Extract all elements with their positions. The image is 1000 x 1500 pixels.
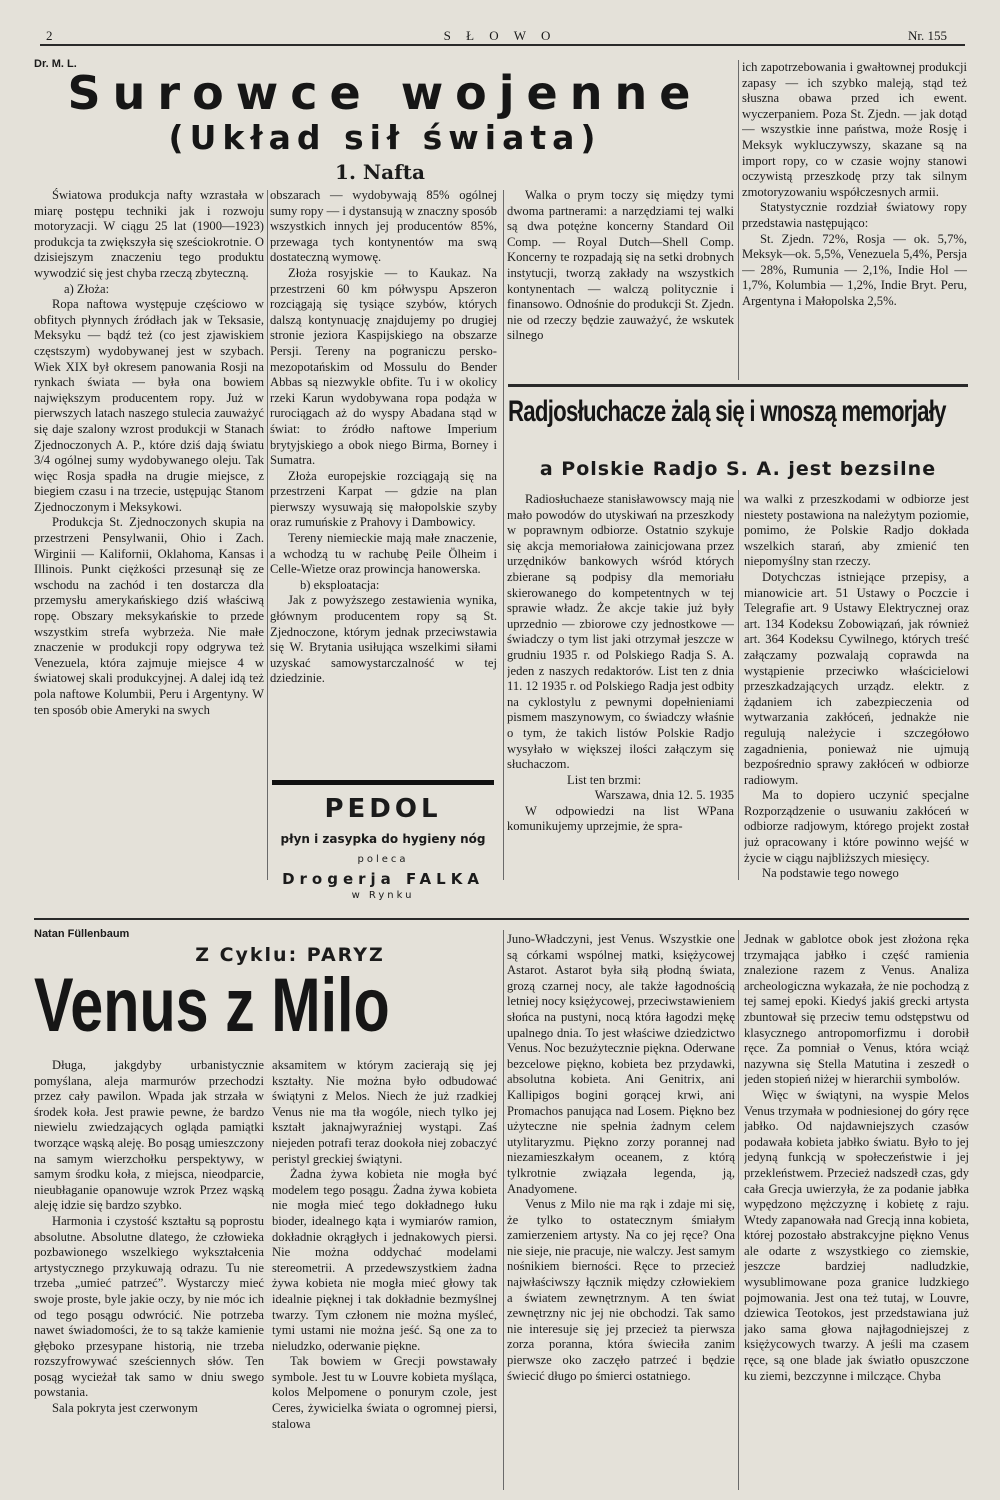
ad-top-rule — [272, 780, 494, 785]
article2-title: Radjosłuchacze żalą się i wnoszą memorjały — [508, 395, 946, 428]
ad-line-4: w Rynku — [351, 890, 415, 901]
paragraph: Jednak w gablotce obok jest złożona ręka trzymająca jabłko i część ramienia znalezione razem z Venus. Analiza archeologiczna wykazała, że nie pochodzą z tej samej epoki. Kiedyś jakiś grecki artysta zbuntował się przeciw temu odstępstwu od klasycznego antropomorfizmu i dorobił ręce. Za pomniał o Venus, która wciąż nazywna się Stella Matutina i zeszedł o jeden stopień niżej w hierarchii symbolów. — [744, 932, 969, 1087]
article3-column-4 — [744, 932, 969, 1493]
article2-subtitle: a Polskie Radjo S. A. jest bezsilne — [539, 458, 937, 480]
article1-column-1 — [34, 188, 264, 886]
paragraph: b) eksploatacja: — [300, 577, 380, 592]
paragraph: Harmonia i czystość kształtu są poprostu absolutne. Absolutne dlatego, że człowieka pozbawionego wszelkiego wykształcenia artystycznego przykuwają odrazu. Tu nie trzeba „umieć patrzeć”. Wystarczy mieć swoje proste, byle jakie oczy, by nie móc ich od tego posągu odwrócić. Nie potrzeba nawet świadomości, że to są także kamienie głęboko przesypane historią, nie trzeba rozszyfrowywać sześciennych słów. Ten posąg wycieżał tak samo w dniu swego powstania. — [34, 1213, 264, 1400]
paragraph: Venus z Milo nie ma rąk i zdaje mi się, że tylko to ostatecznym śmiałym zamierzeniem artysty. Na co jej ręce? Ona nie sieje, nie pracuje, nie walczy. Jest samym nośnikiem bierności. Ręce to przecież najwłaściwszy łącznik między człowiekiem a światem zewnętrznym. A ten świat zewnętrzny nic jej nie obchodzi. Tak samo nie interesuje się jej przecież ta pierwsza zorza poranna, która świeciła zanim pierwsze oko zaczęło patrzeć i będzie świecić długo po śmierci ostatniego. — [507, 1197, 735, 1383]
paragraph: St. Zjedn. 72%, Rosja — ok. 5,7%, Meksyk—ok. 5,5%, Venezuela 5,4%, Persja — 28%, Rumunia — 2,1%, Indie Hol — 1,7%, Kolumbia — 1,2%, Indie Bryt. Peru, Argentyna i Małopolska 2,5%. — [742, 231, 967, 308]
article2-column-1 — [507, 492, 734, 892]
paragraph: wa walki z przeszkodami w odbiorze jest niestety postawiona na należytym poziomie, pomimo, że Polskie Radjo dokłada wszelkich starań, aby zmienić ten niepomyślny stan rzeczy. — [744, 492, 969, 569]
column-separator — [503, 190, 504, 880]
paragraph: Tereny niemieckie mają małe znaczenie, a wchodzą tu w rachubę Peile Ölheim i Celle-Wietze oraz prowincja hanowerska. — [270, 531, 497, 577]
paragraph: Dotychczas istniejące przepisy, a mianowicie art. 51 Ustawy o Poczcie i Telegrafie art. 9 Ustawy Elektrycznej oraz art. 134 Kodeksu Zobowiązań, jak również art. 364 Kodeksu Cywilnego, których treść załączamy pozwalają coprawda na wystąpienie przeciwko właścicielowi przeszkadzających urządz. elektr. z żądaniem ich zabezpieczenia od wytwarzania zakłóceń, jednakże nie regulują należycie i szczegółowo zagadnienia, ponieważ nie ujmują bezpośrednio sprawy zakłóceń w odbiorze radiowym. — [744, 569, 969, 787]
newspaper-title: S Ł O W O — [443, 28, 557, 43]
column-separator — [738, 490, 739, 880]
article2-column-2 — [744, 492, 969, 907]
paragraph: List ten brzmi: — [567, 772, 642, 787]
paragraph: Sala pokryta jest czerwonym — [52, 1401, 198, 1416]
paragraph: Juno-Władczyni, jest Venus. Wszystkie one są córkami wspólnej matki, księżycowej Astarot. Astarot była siłą płodną świata, grozą czarnej nocy, ale także łagodnością letniej nocy księżycowej, przeciwstawieniem słońca na pustyni, nocą która łagodzi mękę upalnego dnia. To jest właściwe dziedzictwo Venus. Noc bezużytecznie piękna. Oderwane bezcelowe piękno, kobieta bez przydawki, absolutna kobieta. Ani Genitrix, ani Kallipigos bogini gorącej krwi, ani Promachos panująca nad Losem. Piękno bez użyteczne nie spełnia żadnym celem utylitaryzmu. Piękno zorzy porannej nad niezamieszkałym oceanem, z którą tylkrotnie związała legenda, ją, Anadyomene. — [507, 932, 735, 1196]
article1-title: Surowce wojenne — [67, 66, 703, 120]
article1-author: Dr. M. L. — [34, 58, 77, 70]
header-rule — [40, 44, 965, 46]
paragraph: ich zapotrzebowania i gwałtownej produkcji zapasy — ich szybko maleją, stąd też słuszna obawa przed ich ewent. wyczerpaniem. Poza St. Zjedn. — jak dotąd — wszystkie inne państwa, może Rosję i Meksyk wykluczywszy, skazane są na import ropy, co w czasie wojny stanowi oczywistą przeszkodę przy tak silnym zmotoryzowaniu współczesnych armii. — [742, 60, 967, 199]
article1-column-4 — [742, 60, 967, 376]
article3-column-3 — [507, 932, 735, 1493]
paragraph: Statystycznie rozdział światowy ropy przedstawia następująco: — [742, 200, 967, 230]
article1-column-3 — [507, 188, 734, 373]
article3-author: Natan Füllenbaum — [34, 928, 130, 940]
paragraph: Żadna żywa kobieta nie mogła być modelem tego posągu. Żadna żywa kobieta nie mogła mieć tego dokładnego łuku bioder, idealnego kąta i wymiarów ramion, dokładnie okrągłych i jednakowych piersi. Nie można oddychać modelami stereometrii. A przedewszystkiem żadna żywa kobieta nie mogła mieć głowy tak idealnie pięknej i tak dokładnie bezmyślnej twarzy. Tym członem nie można myśleć, tymi ustami nie można jeść. Są one za to nieludzko, oderwanie piękne. — [272, 1167, 497, 1353]
article3-column-2 — [272, 1058, 497, 1493]
paragraph: Tak bowiem w Grecji powstawały symbole. Jest tu w Louvre kobieta myśląca, kolos Melpomene o ponurym czole, jest Ceres, żywicielka świata o ogromnej piersi, stalowa — [272, 1354, 497, 1431]
article1-subtitle: (Układ sił świata) — [168, 118, 602, 157]
paragraph: Warszawa, dnia 12. 5. 1935 — [594, 788, 734, 803]
paragraph: W odpowiedzi na list WPana komunikujemy uprzejmie, że spra- — [507, 803, 734, 834]
article1-column-2 — [270, 188, 497, 768]
column-separator — [738, 930, 739, 1490]
article2-top-rule — [508, 384, 968, 387]
paragraph: Na podstawie tego nowego — [762, 866, 899, 881]
column-separator — [738, 60, 739, 380]
article3-column-1 — [34, 1058, 264, 1493]
issue-number: Nr. 155 — [908, 28, 947, 43]
paragraph: Produkcja St. Zjednoczonych skupia na przestrzeni Pensylwanii, Ohio i Zach. Wirginii — Kalifornii, Oklahoma, Kansas i Illinois. Punkt ciężkości przesunął się ze wschodu na zachód i ten dostarcza dla przemysłu amerykańskiego dziś właściwą ropę. Obszary meksykańskie to przede wszystkim strefa wybrzeża. Nie małe znaczenie w produkcji ropy odgrywa też Venezuela, która zajmuje miejsce 4 w światowej skali produkcyjnej. A dalej idą też pola naftowe Kolumbii, Peru i Argentyny. W ten sposób obie Ameryki na swych — [34, 515, 264, 717]
column-separator — [503, 930, 504, 1490]
paragraph: a) Złoża: — [64, 281, 110, 296]
section-rule — [34, 918, 969, 920]
page-number: 2 — [46, 28, 53, 43]
article3-kicker: Z Cyklu: PARYZ — [195, 944, 385, 966]
paragraph: Jak z powyższego zestawienia wynika, głównym producentem ropy są St. Zjednoczone, którym jednak przeciwstawia się W. Brytania usiłująca wszelkimi siłami uzyskać samowystarczalność w tej dziedzinie. — [270, 593, 497, 686]
paragraph: Walka o prym toczy się między tymi dwoma partnerami: a narzędziami tej walki są dwa potężne koncerny Standard Oil Comp. — Royal Dutch—Shell Comp. Koncerny te rozpadają się na setki drobnych instytucji, tworzą zakłady na wszystkich kontynentach — walczą politycznie i finansowo. Odnośnie do produkcji St. Zjedn. nie od rzeczy będzie zauważyć, że wskutek silnego — [507, 188, 734, 343]
article1-section: 1. Nafta — [335, 160, 425, 184]
paragraph: Długa, jakgdyby urbanistycznie pomyślana, aleja marmurów przechodzi przez cały pawilon. Wpada jak strzała w środek koła. Jest prawie pewne, że bardzo niewielu zwiedzających ogląda pamiątki tworzące wąską aleję. Bo posąg umieszczony na samym wierzchołku perspektywy, w samym środku koła, z miejsca, nieodparcie, nieubłaganie opanowuje wzrok Przez wąską aleję idzie się bardzo szybko. — [34, 1058, 264, 1213]
paragraph: Światowa produkcja nafty wzrastała w miarę postępu techniki jak i rozwoju motoryzacji. W ciągu 25 lat (1900—1923) produkcja ta zwiększyła się sześciokrotnie. O dzisiejszym znaczeniu tego produktu wywodzić się jest chyba rzeczą zbyteczną. — [34, 188, 264, 280]
column-separator — [267, 190, 268, 880]
ad-line-2: poleca — [357, 854, 409, 865]
paragraph: Złoża europejskie rozciągają się na przestrzeni Karpat — gdzie na plan pierwszy wysuwają się małopolskie szyby oraz rumuńskie z Prahovy i Dambowicy. — [270, 468, 497, 530]
paragraph: Złoża rosyjskie — to Kaukaz. Na przestrzeni 60 km półwyspu Apszeron rozciągają się tysiące szybów, których dalszą kontynuację znajdujemy po drugiej stronie jeziora Kaspijskiego na obszarze Persji. Tereny na pograniczu persko-mezopotańskim od Mossulu do Bender Abbas są niezwykle obfite. Tu i w okolicy rzeki Karun wydobywana ropa podąża w rurociągach aż do wyspy Abadana stąd w świat: to źródło naftowe Imperium brytyjskiego a obok niego Birma, Borney i Sumatra. — [270, 265, 497, 468]
paragraph: Radiosłuchaeze stanisławowscy mają nie mało powodów do utyskiwań na przeszkody w poprawnym odbiorze. Ostatnio szykuje się akcja memoriałowa zainicjowana przez urzędników bankowych wśród których zbierane są podpisy dla memoriału skierowanego do kompetentnych w tej sprawie władz. Że akcje takie już były uprzednio — zbiorowe czy jednostkowe — świadczy o tym list jaki otrzymał jeszcze w grudniu 1935 r. od Polskiego Radja S. A. jeden z naszych redaktorów. List ten z dnia 11. 12 1935 r. od Polskiego Radja jest odbity na cyklostylu z pewnymi dopełnieniami pismem maszynowym, co świadczy właśnie o tym, że takich listów Polskie Radjo wysyłało w większej ilości załączym się słuchaczom. — [507, 492, 734, 772]
article3-title: Venus z Milo — [34, 963, 390, 1048]
ad-brand: PEDOL — [324, 794, 442, 824]
paragraph: Więc w świątyni, na wyspie Melos Venus trzymała w podniesionej do góry ręce jabłko. Od najdawniejszych czasów podawała kobieta jabłko światu. Było to jej jedyną funkcją w społeczeństwie i jej przekleństwem. Przecież nadszedł czas, gdy cała Grecja uwierzyła, że za podanie jabłka wypędzono mężczyznę i kobietę z raju. Wtedy zapanowała nad Grecją inna kobieta, której pozostało abstrakcyjne piękno Venus ale odarte z wszystkiego co ziemskie, jeszcze bardziej nadludzkie, wysublimowane poza granice ludzkiego pojmowania. Jest ona też tutaj, w Louvre, dziewica Teotokos, jest przedstawiana już jako sama głowa najłagodniejszej z księżycowych twarzy. A jeśli ma czasem ręce, są one blade jak światło opuszczone ku ziemi, bezczynne i milczące. Chyba — [744, 1087, 969, 1383]
ad-line-3: Drogerja FALKA — [282, 870, 484, 888]
paragraph: aksamitem w którym zacierają się jej kształty. Nie można było odbudować świątyni z Melos. Niech że już rzadkiej Venus nie ma tła wogóle, niech tylko jej kształt jaknajwyraźniej wystąpi. Zaś niejeden potrafi teraz dookoła niej zobaczyć peristyl greckiej świątyni. — [272, 1058, 497, 1166]
paragraph: obszarach — wydobywają 85% ogólnej sumy ropy — i dystansują w znaczny sposób wszystkich innych jej producentów 85%, przewaga tych kontynentów ma swą dostateczną wymowę. — [270, 188, 497, 265]
paragraph: Ma to dopiero uczynić specjalne Rozporządzenie o usuwaniu zakłóceń w odbiorze radjowym, którego projekt został już opracowany i które powinno wejść w życie w ciągu najbliższych miesięcy. — [744, 788, 969, 865]
paragraph: Ropa naftowa występuje częściowo w obfitych płynnych źródłach jak w Teksasie, Meksyku — bądź też (co jest zjawiskiem częstszym) wydobywanej jest w szybach. Wiek XIX był okresem panowania Rosji na rynkach świata — była ona bowiem największym producentem ropy. Już w pierwszych latach naszego stulecia zauważyć się daje szalony wzrost produkcji w Stanach Zjednoczonych A. P., które dziś dają światu 3/4 ogólnej sumy wydobywanego oleju. Tak więc Rosja spadła na drugie miejsce, z biegiem czasu i na trzecie, ustępując Stanom Zjednoczonym i Meksykowi. — [34, 297, 264, 514]
ad-line-1: płyn i zasypka do hygieny nóg — [280, 832, 486, 846]
